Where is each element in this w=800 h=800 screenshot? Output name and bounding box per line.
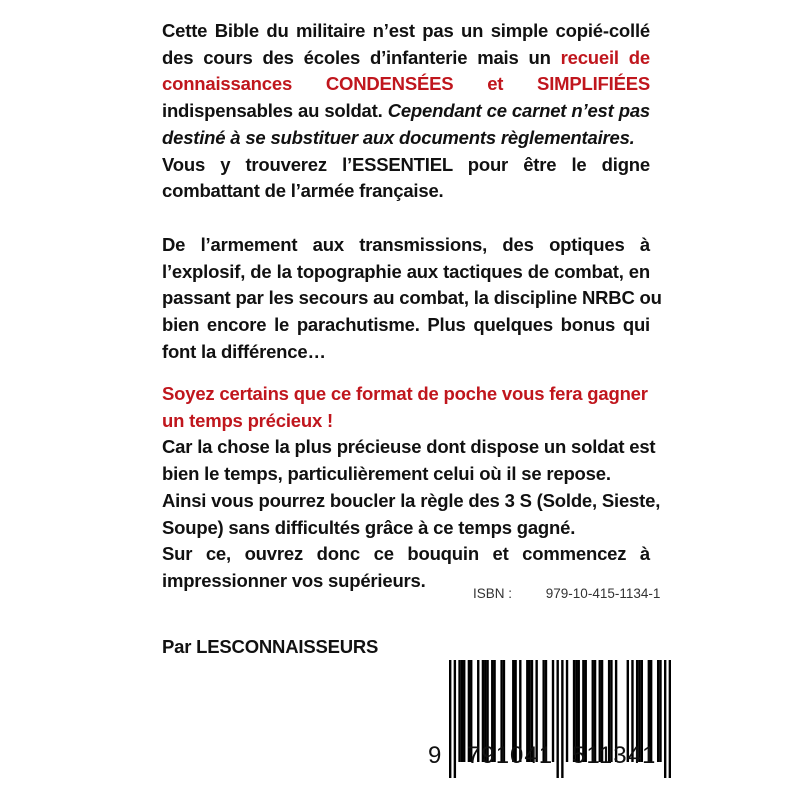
paragraph3-line [162,461,650,487]
body-text: Cette Bible du militaire n’est pas un simple copié-collé [162,20,650,41]
highlighted-text: connaissances CONDENSÉES et SIMPLIFIÉES [162,73,650,95]
paragraph2-line [162,259,650,285]
paragraph1-line [162,178,650,204]
body-text: bien encore le parachutisme. Plus quelques bonus qui [162,314,650,336]
paragraph3-line [162,408,650,434]
isbn-label: ISBN : [473,586,513,601]
paragraph2-line [162,312,650,338]
highlighted-text: Soyez certains que ce format de poche vous fera gagner [162,383,648,404]
barcode-first-digit: 9 [428,742,442,769]
paragraph3-line [162,515,650,541]
paragraph3-line [162,381,650,407]
highlighted-text: un temps précieux ! [162,409,333,431]
paragraph2-line [162,285,662,311]
paragraph3-line [162,434,656,460]
paragraph3-line [162,541,650,567]
body-text: combattant de l’armée française. [162,180,444,202]
italic-text: Cependant ce carnet n’est pas [387,100,650,122]
paragraph1-line [162,98,650,124]
author-credit: Par LESCONNAISSEURS [162,636,379,657]
barcode-left-digits: 791041 [467,742,554,769]
barcode-right-digits: 511341 [572,742,657,769]
body-text: Ainsi vous pourrez boucler la règle des 3 S (Solde, Sieste, [162,489,661,511]
paragraph1-line [162,18,650,44]
paragraph2-line [162,339,650,365]
body-text: passant par les secours au combat, la discipline NRBC ou [162,287,662,309]
paragraph1-line [162,125,650,151]
body-text: De l’armement aux transmissions, des optiques à [162,234,650,255]
paragraph1-line [162,152,650,178]
italic-text: destiné à se substituer aux documents règlementaires. [162,126,635,148]
body-text: Sur ce, ouvrez donc ce bouquin et commencez à [162,543,650,565]
highlighted-text: recueil de [560,46,650,68]
isbn-line [473,586,660,601]
paragraph3-line [162,488,661,514]
body-text: impressionner vos supérieurs. [162,569,426,591]
body-text: des cours des écoles d’infanterie mais un [162,46,561,68]
paragraph2-line [162,232,650,258]
body-text: Car la chose la plus précieuse dont dispose un soldat est [162,436,656,458]
paragraph1-line [162,71,650,97]
body-text: indispensables au soldat. [162,100,388,122]
body-text: Vous y trouverez l’ESSENTIEL pour être le digne [162,153,650,175]
body-text: font la différence… [162,340,326,362]
isbn-value: 979-10-415-1134-1 [545,586,661,601]
body-text: bien le temps, particulièrement celui où il se repose. [162,463,611,485]
body-text: Soupe) sans difficultés grâce à ce temps gagné. [162,516,576,538]
paragraph1-line [162,45,650,71]
body-text: l’explosif, de la topographie aux tactiques de combat, en [162,260,650,282]
